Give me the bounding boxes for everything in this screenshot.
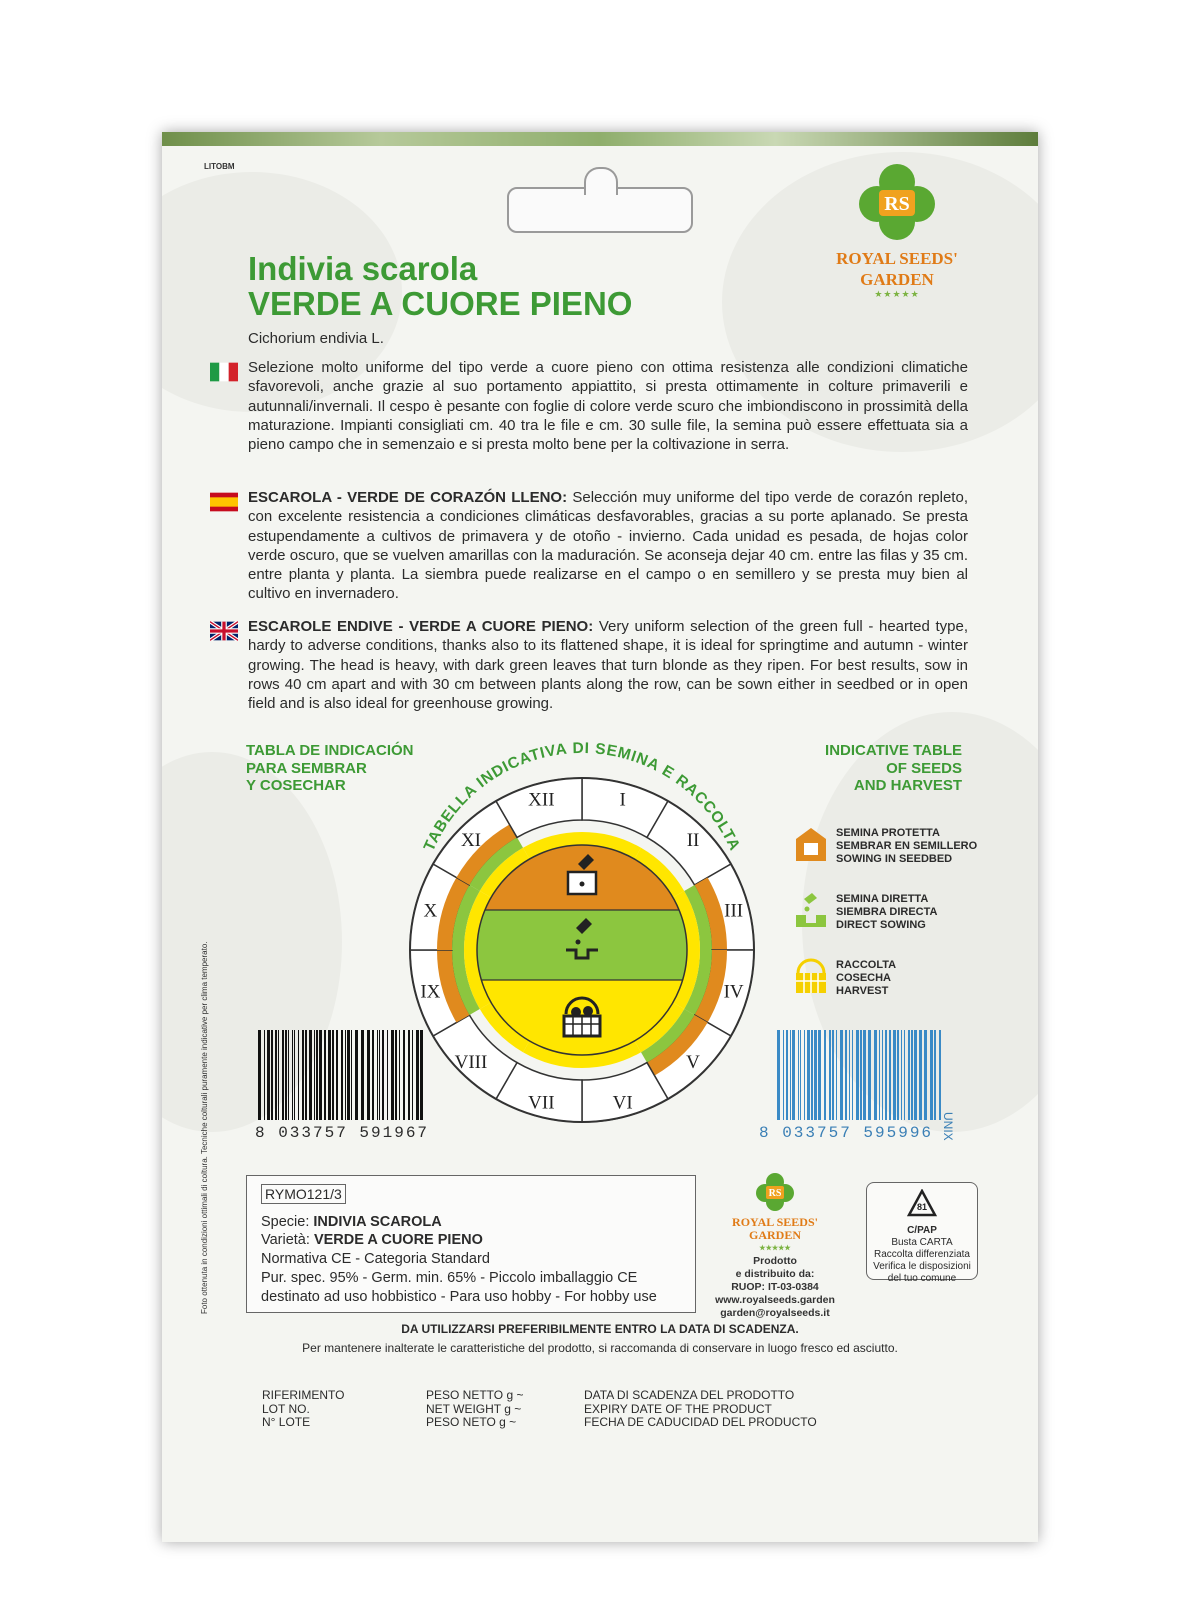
uk-flag-icon	[210, 621, 238, 641]
table-heading-en: INDICATIVE TABLE OF SEEDS AND HARVEST	[825, 742, 962, 794]
barcode-bar	[258, 1030, 261, 1120]
barcode-bar	[319, 1030, 322, 1120]
description-es: ESCAROLA - VERDE DE CORAZÓN LLENO: Selección muy uniforme del tipo verde de corazón repleto, con excelente resistencia a condiciones climáticas desfavorables, gracias a su porte aplanado. Se presta estupendamente a cultivos de primavera y de otoño - invierno. Cada unidad es pesada, de hojas color verde oscuro, que se vuelven amarillas con la maduración. Se aconseja dejar 40 cm. entre las filas y 35 cm. entre planta y planta. La siembra puede realizarse en el campo o en semillero y se presta muy bien al cultivo en invernadero.	[248, 489, 968, 603]
storage-notice: Per mantenere inalterate le caratteristiche del prodotto, si raccomanda di conservare in luogo fresco ed asciutto.	[302, 1341, 898, 1355]
barcode-bar	[278, 1030, 279, 1120]
barcode-bar	[849, 1030, 850, 1120]
barcode-bar	[267, 1030, 270, 1120]
barcode-bar	[832, 1030, 834, 1120]
month-label: IV	[723, 981, 744, 1003]
barcode-bar	[852, 1030, 853, 1120]
barcode-bar	[341, 1030, 343, 1120]
barcode-bar	[924, 1030, 927, 1120]
barcode-bar	[271, 1030, 273, 1120]
month-label: V	[686, 1052, 700, 1074]
specification-box	[246, 1175, 696, 1313]
barcode-bar	[911, 1030, 913, 1120]
table-heading-es: TABLA DE INDICACIÓN PARA SEMBRAR Y COSECHAR	[246, 742, 414, 794]
use-line: destinato ad uso hobbistico - Para uso hobby - For hobby use	[261, 1289, 657, 1305]
month-label: X	[423, 900, 438, 922]
barcode-left	[256, 1030, 428, 1120]
printer-code: LITOBM	[204, 162, 235, 171]
month-label: II	[686, 829, 700, 851]
product-variety: VERDE A CUORE PIENO	[248, 285, 633, 322]
barcode-bar	[298, 1030, 299, 1120]
barcode-bar	[391, 1030, 394, 1120]
expiry-notice: DA UTILIZZARSI PREFERIBILMENTE ENTRO LA DATA DI SCADENZA.	[401, 1322, 799, 1336]
distributor-block: RS ROYAL SEEDS' GARDEN ★★★★★ Prodotto e distribuito da: RUOP: IT-03-0384 www.royalseeds.garden garden@royalseeds.it	[700, 1172, 850, 1320]
month-label: XI	[460, 829, 482, 851]
barcode-bar	[305, 1030, 307, 1120]
barcode-bar	[302, 1030, 304, 1120]
barcode-bar	[786, 1030, 788, 1120]
barcode-bar	[336, 1030, 338, 1120]
barcode-bar	[314, 1030, 315, 1120]
normativa-line: Normativa CE - Categoria Standard	[261, 1251, 490, 1267]
month-label: VI	[612, 1092, 633, 1114]
barcode-bar	[939, 1030, 941, 1120]
unix-label: UNIX	[941, 1112, 955, 1141]
barcode-bar	[275, 1030, 277, 1120]
barcode-bar	[934, 1030, 936, 1120]
barcode-bar	[355, 1030, 358, 1120]
barcode-bar	[264, 1030, 265, 1120]
barcode-bar	[868, 1030, 871, 1120]
wheel-arc-title: TABELLA INDICATIVA DI SEMINA E RACCOLTA	[420, 739, 744, 854]
brand-monogram: RS	[884, 193, 910, 215]
barcode-left-number: 8 033757 591967	[255, 1124, 430, 1142]
month-label: III	[724, 900, 744, 922]
barcode-bar	[893, 1030, 896, 1120]
barcode-bar	[829, 1030, 831, 1120]
barcode-bar	[399, 1030, 400, 1120]
vertical-disclaimer: Foto ottenuta in condizioni ottimali di coltura. Tecniche colturali puramente indicative per clima temperato.	[200, 941, 209, 1314]
barcode-bar	[860, 1030, 862, 1120]
direct-band	[472, 910, 692, 980]
barcode-bar	[901, 1030, 902, 1120]
barcode-bar	[345, 1030, 346, 1120]
barcode-bar	[292, 1030, 293, 1120]
product-title: Indivia scarola	[248, 250, 478, 287]
barcode-bar	[845, 1030, 847, 1120]
spain-flag-icon	[210, 492, 238, 512]
barcode-bar	[328, 1030, 331, 1120]
barcode-bar	[807, 1030, 810, 1120]
barcode-bar	[282, 1030, 284, 1120]
clover-logo-icon	[755, 1172, 795, 1212]
description-en: ESCAROLE ENDIVE - VERDE A CUORE PIENO: Very uniform selection of the green full - hearted type, hardy to adverse conditions, thanks also to its flattened shape, it is ideal for springtime and autumn - winter growing. The head is heavy, with dark green leaves that turn blonde as they ripen. For best results, sow in rows 40 cm apart and with 30 cm between plants along the row, can be sown either in seedbed or in open field and is also ideal for greenhouse growing.	[248, 618, 969, 713]
barcode-right-number: 8 033757 595996	[759, 1124, 934, 1142]
barcode-bar	[879, 1030, 880, 1120]
direct-sowing-icon	[792, 891, 830, 929]
month-label: IX	[420, 981, 441, 1003]
barcode-bar	[285, 1030, 287, 1120]
barcode-bar	[294, 1030, 295, 1120]
leaf-photo-band	[162, 132, 1038, 146]
species-line: Specie: INDIVIA SCAROLA	[261, 1214, 442, 1230]
weight-labels: PESO NETTO g ~ NET WEIGHT g ~ PESO NETO g ~	[426, 1388, 524, 1429]
barcode-bar	[814, 1030, 817, 1120]
barcode-bar	[914, 1030, 917, 1120]
barcode-bar	[783, 1030, 784, 1120]
hang-hole	[507, 187, 693, 233]
month-label: I	[619, 789, 626, 811]
barcode-bar	[919, 1030, 922, 1120]
harvest-basket-icon	[792, 957, 830, 995]
barcode-bar	[930, 1030, 933, 1120]
barcode-bar	[420, 1030, 423, 1120]
barcode-bar	[804, 1030, 805, 1120]
barcode-bar	[387, 1030, 388, 1120]
seedbed-sowing-icon	[792, 825, 830, 863]
barcode-bar	[324, 1030, 326, 1120]
barcode-bar	[347, 1030, 350, 1120]
barcode-bar	[811, 1030, 813, 1120]
italy-flag-icon	[210, 362, 238, 382]
barcode-bar	[800, 1030, 801, 1120]
barcode-bar	[395, 1030, 397, 1120]
barcode-bar	[416, 1030, 419, 1120]
barcode-bar	[372, 1030, 374, 1120]
sowing-harvest-wheel	[392, 710, 772, 1130]
barcode-bar	[904, 1030, 905, 1120]
barcode-bar	[377, 1030, 378, 1120]
barcode-bar	[288, 1030, 289, 1120]
barcode-bar	[885, 1030, 887, 1120]
barcode-bar	[790, 1030, 791, 1120]
month-label: VIII	[454, 1052, 488, 1074]
barcode-bar	[351, 1030, 352, 1120]
brand-name-line2: GARDEN	[860, 270, 934, 289]
expiry-labels: DATA DI SCADENZA DEL PRODOTTO EXPIRY DATE OF THE PRODUCT FECHA DE CADUCIDAD DEL PRODUCTO	[584, 1388, 817, 1429]
recycling-box: 81 C/PAP Busta CARTA Raccolta differenziata Verifica le disposizioni del tuo comune	[866, 1182, 978, 1280]
barcode-bar	[332, 1030, 334, 1120]
barcode-bar	[908, 1030, 910, 1120]
barcode-bar	[403, 1030, 405, 1120]
month-label: XII	[528, 789, 555, 811]
barcode-bar	[882, 1030, 883, 1120]
recycle-icon	[905, 1189, 939, 1221]
barcode-bar	[874, 1030, 877, 1120]
purity-line: Pur. spec. 95% - Germ. min. 65% - Piccolo imballaggio CE	[261, 1270, 638, 1286]
svg-text:81: 81	[916, 1202, 928, 1212]
barcode-bar	[889, 1030, 891, 1120]
barcode-bar	[824, 1030, 826, 1120]
brand-name-line1: ROYAL SEEDS'	[836, 249, 958, 268]
barcode-bar	[818, 1030, 821, 1120]
description-it: Selezione molto uniforme del tipo verde a cuore pieno con ottima resistenza alle condizioni climatiche sfavorevoli, anche grazie al suo portamento appiattito, si presta ottimamente in colture primaverili e autunnali/invernali. Il cespo è pesante con foglie di colore verde scuro che imbiondiscono in prossimità della maturazione. Impianti consigliati cm. 40 tra le file e cm. 30 sulle file, la semina può essere effettuata sia a pieno campo che in semenzaio e si presta molto bene per la coltivazione in serra.	[248, 359, 968, 454]
month-label: VII	[528, 1092, 555, 1114]
barcode-bar	[361, 1030, 364, 1120]
barcode-bar	[379, 1030, 380, 1120]
barcode-bar	[863, 1030, 866, 1120]
product-code: RYMO121/3	[261, 1184, 346, 1204]
barcode-bar	[840, 1030, 843, 1120]
brand-stars: ★★★★★	[874, 289, 920, 299]
barcode-right	[775, 1030, 947, 1120]
barcode-bar	[897, 1030, 899, 1120]
barcode-bar	[798, 1030, 799, 1120]
variety-line: Varietà: VERDE A CUORE PIENO	[261, 1232, 483, 1248]
latin-name: Cichorium endivia L.	[248, 330, 384, 347]
seed-packet-back: LITOBM RS ROYAL SEEDS' GARDEN ★★★★★ Indivia scarola VERDE A CUORE PIENO Cichorium endivia L. Selezione molto uniforme del tipo verde a cuore pieno con ottima resistenza alle condizioni climatiche sfavorevoli, anche grazie al suo portamento appiattito, si presta ottimamente in colture primaverili e autunnali/invernali. Il cespo è pesante con foglie di colore verde scuro che imbiondiscono in prossimità della maturazione. Impianti consigliati cm. 40 tra le file e cm. 30 sulle file, la semina può essere effettuata sia a pieno campo che in semenzaio e si presta molto bene per la coltivazione in serra. ESCAROLA - VERDE DE CORAZÓN LLENO: Selección muy uniforme del tipo verde de corazón repleto, con excelente resistencia a condiciones climáticas desfavorables, gracias a su porte aplanado. Se presta estupendamente a cultivos de primavera y de otoño - invierno. Cada unidad es pesada, de hojas color verde oscuro, que se vuelven amarillas con la maduración. Se aconseja dejar 40 cm. entre las filas y 35 cm. entre planta y planta. La siembra puede realizarse en el campo o en semillero y se presta muy bien al cultivo en invernadero. ESCAROLE ENDIVE - VERDE A CUORE PIENO: Very uniform selection of the green full - hearted type, hardy to adverse conditions, thanks also to its flattened shape, it is ideal for springtime and autumn - winter growing. The head is heavy, with dark green leaves that turn blonde as they ripen. For best results, sow in rows 40 cm apart and with 30 cm between plants along the row, can be sown either in seedbed or in open field and is also ideal for greenhouse growing. TABLA DE INDICACIÓN PARA SEMBRAR Y COSECHAR INDICATIVE TABLE OF SEEDS AND HARVEST TABELLA INDICATIVA DI SEMINA E RACCOLTA I II III IV V VI VII VIII IX X XI XII SEMINA PROTETTA SEMBRAR EN SEMILLERO SOWING IN SEEDBED SEMINA DIRETTA SIEMBRA DIRECTA DIRECT SOWING RACCOLTA COSECHA HARVEST 8 033757 591967 8 033757 595996 UNIX Foto ottenuta in condizioni ottimali di coltura. Tecniche colturali puramente indicative per clima temperato. RYMO121/3 Specie: INDIVIA SCAROLA Varietà: VERDE A CUORE PIENO Normativa CE - Categoria Standard Pur. spec. 95% - Germ. min. 65% - Piccolo imballaggio CE destinato ad uso hobbistico - Para uso hobby - For hobby use RS ROYAL SEEDS' GARDEN ★★★★★ Prodotto e distribuito da: RUOP: IT-03-0384 www.royalseeds.garden garden@royalseeds.it 81 C/PAP Busta CARTA Raccolta differenziata Verifica le disposizioni del tuo comune DA UTILIZZARSI PREFERIBILMENTE ENTRO LA DATA DI SCADENZA. Per mantenere inalterate le caratteristiche del prodotto, si raccomanda di conservare in luogo fresco ed asciutto. RIFERIMENTO LOT NO. N° LOTE PESO NETTO g ~ NET WEIGHT g ~ PESO NETO g ~ DATA DI SCADENZA DEL PRODOTTO EXPIRY DATE OF THE PRODUCT FECHA DE CADUCIDAD DEL PRODUCTO	[162, 132, 1038, 1542]
lot-labels: RIFERIMENTO LOT NO. N° LOTE	[262, 1388, 345, 1429]
barcode-bar	[856, 1030, 859, 1120]
barcode-bar	[777, 1030, 780, 1120]
brand-logo	[822, 162, 972, 300]
barcode-bar	[309, 1030, 312, 1120]
clover-logo-icon	[857, 162, 937, 242]
barcode-bar	[367, 1030, 370, 1120]
barcode-bar	[408, 1030, 410, 1120]
barcode-bar	[316, 1030, 318, 1120]
barcode-bar	[382, 1030, 384, 1120]
barcode-bar	[836, 1030, 837, 1120]
barcode-bar	[412, 1030, 413, 1120]
svg-text:RS: RS	[768, 1188, 782, 1199]
barcode-bar	[792, 1030, 795, 1120]
